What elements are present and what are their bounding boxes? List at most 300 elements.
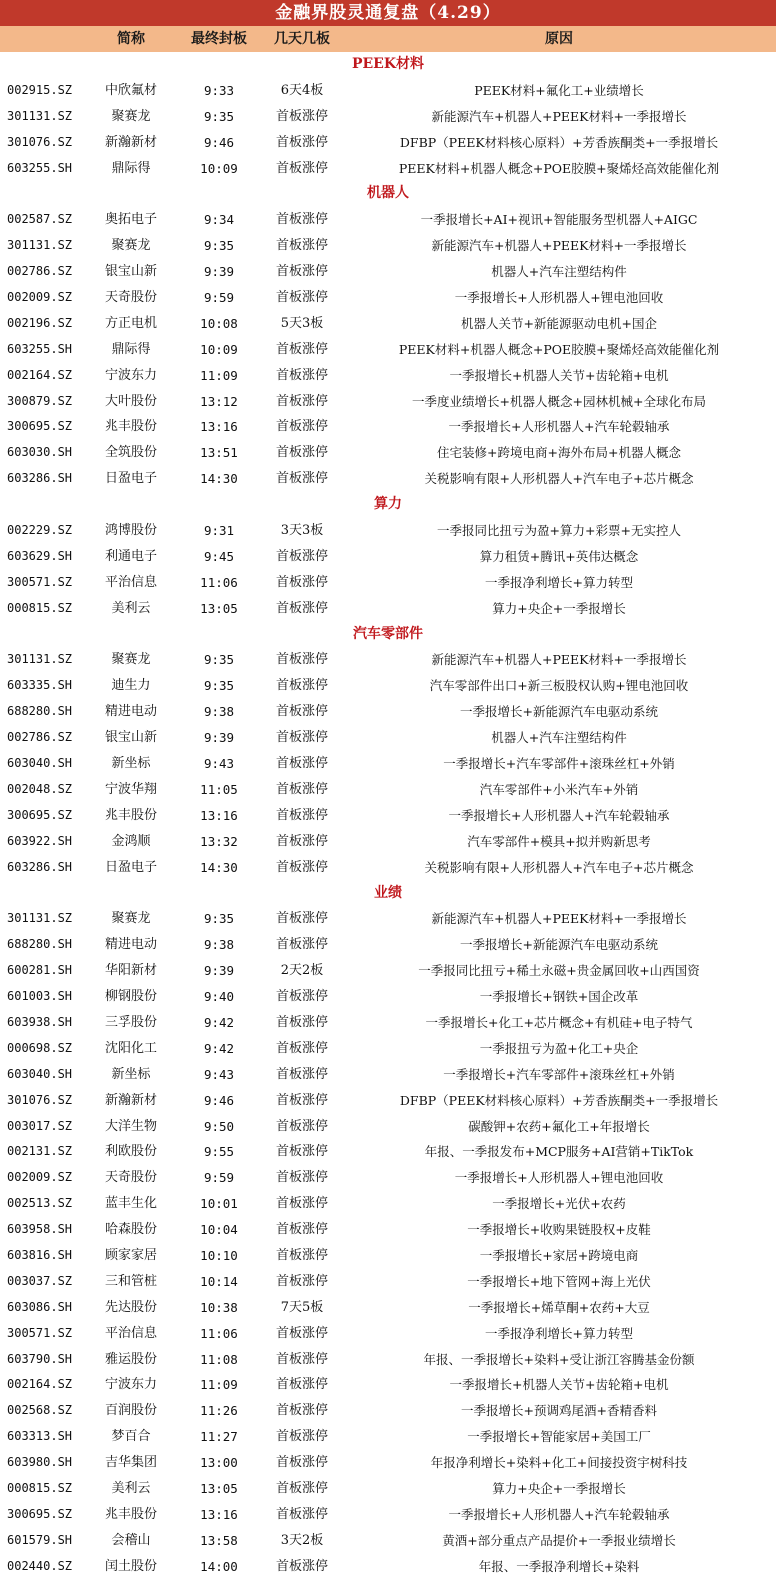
stock-code: 601579.SH bbox=[7, 1532, 73, 1547]
limit-up-time: 9:59 bbox=[203, 290, 235, 306]
stock-name: 梦百合 bbox=[111, 1429, 151, 1445]
stock-name: 全筑股份 bbox=[104, 445, 157, 461]
table-row bbox=[0, 1062, 776, 1088]
section-header: 算力 bbox=[374, 496, 402, 513]
stock-code: 002786.SZ bbox=[7, 730, 73, 745]
table-row bbox=[0, 1347, 776, 1373]
board-count: 首板涨停 bbox=[275, 419, 328, 435]
table-row bbox=[0, 1372, 776, 1398]
reason-text: 新能源汽车+机器人+PEEK材料+一季报增长 bbox=[431, 108, 687, 124]
stock-code: 603255.SH bbox=[7, 341, 73, 356]
limit-up-time: 9:43 bbox=[203, 756, 235, 772]
header-reason: 原因 bbox=[545, 31, 573, 47]
stock-code: 300571.SZ bbox=[7, 574, 73, 589]
board-count: 首板涨停 bbox=[275, 212, 328, 228]
stock-name: 天奇股份 bbox=[104, 1170, 157, 1186]
reason-text: 新能源汽车+机器人+PEEK材料+一季报增长 bbox=[431, 238, 687, 254]
board-count: 首板涨停 bbox=[275, 937, 328, 953]
limit-up-time: 9:40 bbox=[203, 989, 235, 1005]
limit-up-time: 13:32 bbox=[200, 833, 238, 849]
board-count: 7天5板 bbox=[280, 1299, 324, 1315]
limit-up-time: 10:14 bbox=[200, 1273, 238, 1289]
board-count: 首板涨停 bbox=[275, 833, 328, 849]
table-row bbox=[0, 78, 776, 104]
reason-text: 一季报增长+汽车零部件+滚珠丝杠+外销 bbox=[443, 1066, 675, 1082]
board-count: 首板涨停 bbox=[275, 445, 328, 461]
stock-name: 蓝丰生化 bbox=[104, 1196, 157, 1212]
table-row bbox=[0, 673, 776, 699]
reason-text: PEEK材料+机器人概念+POE胶膜+聚烯烃高效能催化剂 bbox=[398, 160, 720, 176]
stock-code: 002440.SZ bbox=[7, 1558, 73, 1573]
limit-up-time: 13:05 bbox=[200, 1480, 238, 1496]
limit-up-time: 9:31 bbox=[203, 523, 235, 539]
stock-name: 新坐标 bbox=[111, 756, 151, 772]
limit-up-time: 10:09 bbox=[200, 160, 238, 176]
board-count: 首板涨停 bbox=[275, 989, 328, 1005]
stock-code: 603040.SH bbox=[7, 756, 73, 771]
reason-text: 年报净利增长+染料+化工+间接投资宇树科技 bbox=[430, 1455, 688, 1471]
reason-text: 年报、一季报净利增长+染料 bbox=[478, 1558, 640, 1574]
table-row bbox=[0, 751, 776, 777]
stock-name: 方正电机 bbox=[104, 315, 157, 331]
table-row bbox=[0, 984, 776, 1010]
sheet-title: 金融界股灵通复盘（4.29） bbox=[0, 0, 776, 26]
limit-up-time: 11:06 bbox=[200, 574, 238, 590]
reason-text: 算力租赁+腾讯+英伟达概念 bbox=[479, 548, 639, 564]
stock-code: 002009.SZ bbox=[7, 290, 73, 305]
board-count: 首板涨停 bbox=[275, 1170, 328, 1186]
table-row bbox=[0, 1528, 776, 1554]
stock-name: 大叶股份 bbox=[104, 393, 157, 409]
stock-name: 新瀚新材 bbox=[104, 1092, 157, 1108]
limit-up-time: 9:35 bbox=[203, 238, 235, 254]
reason-text: 一季报净利增长+算力转型 bbox=[485, 1325, 633, 1341]
board-count: 首板涨停 bbox=[275, 1506, 328, 1522]
table-row bbox=[0, 414, 776, 440]
table-row bbox=[0, 259, 776, 285]
table-row bbox=[0, 1502, 776, 1528]
board-count: 首板涨停 bbox=[275, 1014, 328, 1030]
stock-code: 603980.SH bbox=[7, 1455, 73, 1470]
stock-name: 柳钢股份 bbox=[104, 989, 157, 1005]
board-count: 首板涨停 bbox=[275, 1403, 328, 1419]
board-count: 首板涨停 bbox=[275, 264, 328, 280]
table-row bbox=[0, 1088, 776, 1114]
stock-code: 688280.SH bbox=[7, 704, 73, 719]
reason-text: 关税影响有限+人形机器人+汽车电子+芯片概念 bbox=[424, 471, 694, 487]
table-row bbox=[0, 570, 776, 596]
stock-code: 603629.SH bbox=[7, 548, 73, 563]
table-row bbox=[0, 363, 776, 389]
limit-up-time: 13:05 bbox=[200, 600, 238, 616]
stock-name: 鼎际得 bbox=[111, 160, 151, 176]
stock-name: 银宝山新 bbox=[104, 730, 157, 746]
limit-up-time: 9:39 bbox=[203, 963, 235, 979]
stock-name: 聚赛龙 bbox=[111, 652, 151, 668]
stock-name: 天奇股份 bbox=[104, 290, 157, 306]
reason-text: 一季报增长+家居+跨境电商 bbox=[479, 1247, 639, 1263]
reason-text: 一季报增长+智能家居+美国工厂 bbox=[467, 1429, 651, 1445]
board-count: 首板涨停 bbox=[275, 1222, 328, 1238]
reason-text: 一季报增长+AI+视讯+智能服务型机器人+AIGC bbox=[420, 212, 698, 228]
reason-text: 汽车零部件+小米汽车+外销 bbox=[479, 781, 639, 797]
reason-text: 碳酸钾+农药+氟化工+年报增长 bbox=[468, 1118, 650, 1134]
reason-text: 一季报增长+新能源汽车电驱动系统 bbox=[460, 937, 658, 953]
header-time: 最终封板 bbox=[191, 31, 247, 47]
stock-name: 宁波华翔 bbox=[104, 781, 157, 797]
section-header: 汽车零部件 bbox=[353, 625, 423, 642]
stock-name: 迪生力 bbox=[111, 678, 151, 694]
table-row bbox=[0, 466, 776, 492]
stock-code: 002587.SZ bbox=[7, 212, 73, 227]
table-row bbox=[0, 1424, 776, 1450]
stock-name: 百润股份 bbox=[104, 1403, 157, 1419]
stock-name: 新瀚新材 bbox=[104, 134, 157, 150]
stock-name: 金鸿顺 bbox=[111, 833, 151, 849]
table-row bbox=[0, 1476, 776, 1502]
column-header-row bbox=[0, 26, 776, 52]
stock-name: 会稽山 bbox=[111, 1532, 151, 1548]
board-count: 6天4板 bbox=[280, 82, 324, 98]
board-count: 2天2板 bbox=[280, 963, 324, 979]
reason-text: 汽车零部件+模具+拟并购新思考 bbox=[467, 833, 651, 849]
limit-up-time: 9:38 bbox=[203, 704, 235, 720]
table-row bbox=[0, 233, 776, 259]
limit-up-time: 14:00 bbox=[200, 1558, 238, 1574]
reason-text: 一季报增长+新能源汽车电驱动系统 bbox=[460, 704, 658, 720]
stock-name: 鸿博股份 bbox=[104, 523, 157, 539]
reason-text: 一季报增长+汽车零部件+滚珠丝杠+外销 bbox=[443, 756, 675, 772]
stock-name: 精进电动 bbox=[104, 704, 157, 720]
board-count: 首板涨停 bbox=[275, 1118, 328, 1134]
reason-text: 一季报增长+光伏+农药 bbox=[492, 1196, 626, 1212]
table-row bbox=[0, 1269, 776, 1295]
table-row bbox=[0, 647, 776, 673]
reason-text: 一季报增长+人形机器人+汽车轮毂轴承 bbox=[448, 807, 670, 823]
board-count: 首板涨停 bbox=[275, 290, 328, 306]
header-board: 几天几板 bbox=[274, 31, 330, 47]
table-row bbox=[0, 1217, 776, 1243]
table-row bbox=[0, 829, 776, 855]
stock-code: 603958.SH bbox=[7, 1222, 73, 1237]
limit-up-time: 9:50 bbox=[203, 1118, 235, 1134]
limit-up-time: 11:27 bbox=[200, 1429, 238, 1445]
stock-name: 宁波东力 bbox=[104, 1377, 157, 1393]
limit-up-time: 9:35 bbox=[203, 678, 235, 694]
limit-up-time: 9:42 bbox=[203, 1040, 235, 1056]
stock-code: 002048.SZ bbox=[7, 781, 73, 796]
stock-name: 聚赛龙 bbox=[111, 108, 151, 124]
reason-text: PEEK材料+机器人概念+POE胶膜+聚烯烃高效能催化剂 bbox=[398, 341, 720, 357]
table-row bbox=[0, 156, 776, 182]
limit-up-time: 10:04 bbox=[200, 1222, 238, 1238]
table-row bbox=[0, 1139, 776, 1165]
stock-code: 300879.SZ bbox=[7, 393, 73, 408]
stock-code: 603286.SH bbox=[7, 471, 73, 486]
section-header: 机器人 bbox=[367, 185, 409, 202]
stock-code: 002915.SZ bbox=[7, 82, 73, 97]
limit-up-time: 10:38 bbox=[200, 1299, 238, 1315]
limit-up-time: 13:16 bbox=[200, 807, 238, 823]
board-count: 首板涨停 bbox=[275, 1196, 328, 1212]
board-count: 首板涨停 bbox=[275, 756, 328, 772]
reason-text: 机器人+汽车注塑结构件 bbox=[491, 730, 627, 746]
reason-text: DFBP（PEEK材料核心原料）+芳香族酮类+一季报增长 bbox=[399, 134, 719, 150]
stock-code: 301131.SZ bbox=[7, 652, 73, 667]
board-count: 首板涨停 bbox=[275, 548, 328, 564]
reason-text: 新能源汽车+机器人+PEEK材料+一季报增长 bbox=[431, 911, 687, 927]
limit-up-time: 14:30 bbox=[200, 471, 238, 487]
board-count: 首板涨停 bbox=[275, 1558, 328, 1574]
reason-text: 一季报增长+预调鸡尾酒+香精香料 bbox=[461, 1403, 657, 1419]
stock-code: 002568.SZ bbox=[7, 1403, 73, 1418]
stock-code: 002513.SZ bbox=[7, 1196, 73, 1211]
board-count: 首板涨停 bbox=[275, 1040, 328, 1056]
stock-code: 301131.SZ bbox=[7, 911, 73, 926]
limit-up-time: 9:34 bbox=[203, 212, 235, 228]
section-header: 业绩 bbox=[374, 884, 402, 901]
reason-text: 一季报同比扭亏+稀土永磁+贵金属回收+山西国资 bbox=[418, 963, 700, 979]
limit-up-time: 9:55 bbox=[203, 1144, 235, 1160]
stock-name: 宁波东力 bbox=[104, 367, 157, 383]
board-count: 首板涨停 bbox=[275, 1377, 328, 1393]
stock-name: 鼎际得 bbox=[111, 341, 151, 357]
reason-text: 机器人关节+新能源驱动电机+国企 bbox=[461, 315, 657, 331]
stock-name: 日盈电子 bbox=[104, 859, 157, 875]
board-count: 首板涨停 bbox=[275, 393, 328, 409]
limit-up-time: 9:39 bbox=[203, 730, 235, 746]
table-row bbox=[0, 1450, 776, 1476]
stock-code: 002131.SZ bbox=[7, 1144, 73, 1159]
stock-name: 吉华集团 bbox=[104, 1455, 157, 1471]
table-row bbox=[0, 1295, 776, 1321]
stock-name: 聚赛龙 bbox=[111, 238, 151, 254]
reason-text: 一季报增长+人形机器人+锂电池回收 bbox=[454, 290, 664, 306]
board-count: 首板涨停 bbox=[275, 1429, 328, 1445]
stock-name: 平治信息 bbox=[104, 1325, 157, 1341]
table-row bbox=[0, 958, 776, 984]
stock-code: 002229.SZ bbox=[7, 523, 73, 538]
board-count: 首板涨停 bbox=[275, 1247, 328, 1263]
table-row bbox=[0, 207, 776, 233]
stock-name: 沈阳化工 bbox=[104, 1040, 157, 1056]
table-row bbox=[0, 1243, 776, 1269]
table-row bbox=[0, 1554, 776, 1580]
table-row bbox=[0, 1321, 776, 1347]
limit-up-time: 13:12 bbox=[200, 393, 238, 409]
table-row bbox=[0, 1191, 776, 1217]
stock-name: 顾家家居 bbox=[104, 1247, 157, 1263]
stock-name: 利通电子 bbox=[104, 548, 157, 564]
reason-text: 机器人+汽车注塑结构件 bbox=[491, 264, 627, 280]
board-count: 首板涨停 bbox=[275, 108, 328, 124]
reason-text: 一季度业绩增长+机器人概念+园林机械+全球化布局 bbox=[412, 393, 706, 409]
stock-code: 003037.SZ bbox=[7, 1273, 73, 1288]
reason-text: 黄酒+部分重点产品提价+一季报业绩增长 bbox=[442, 1532, 676, 1548]
stock-code: 003017.SZ bbox=[7, 1118, 73, 1133]
limit-up-time: 9:46 bbox=[203, 1092, 235, 1108]
stock-code: 000815.SZ bbox=[7, 1480, 73, 1495]
table-row bbox=[0, 440, 776, 466]
reason-text: 一季报同比扭亏为盈+算力+彩票+无实控人 bbox=[437, 523, 681, 539]
table-row bbox=[0, 855, 776, 881]
board-count: 首板涨停 bbox=[275, 1455, 328, 1471]
stock-name: 兆丰股份 bbox=[104, 1506, 157, 1522]
table-row bbox=[0, 596, 776, 622]
reason-text: 一季报增长+钢铁+国企改革 bbox=[479, 989, 639, 1005]
board-count: 首板涨停 bbox=[275, 1144, 328, 1160]
limit-up-time: 11:05 bbox=[200, 781, 238, 797]
stock-name: 先达股份 bbox=[104, 1299, 157, 1315]
stock-name: 中欣氟材 bbox=[104, 82, 157, 98]
reason-text: 一季报增长+机器人关节+齿轮箱+电机 bbox=[449, 367, 669, 383]
table-row bbox=[0, 544, 776, 570]
board-count: 首板涨停 bbox=[275, 600, 328, 616]
stock-name: 兆丰股份 bbox=[104, 807, 157, 823]
stock-name: 三和管桩 bbox=[104, 1273, 157, 1289]
stock-name: 精进电动 bbox=[104, 937, 157, 953]
board-count: 首板涨停 bbox=[275, 341, 328, 357]
reason-text: 算力+央企+一季报增长 bbox=[492, 600, 626, 616]
board-count: 首板涨停 bbox=[275, 1066, 328, 1082]
reason-text: 一季报增长+人形机器人+锂电池回收 bbox=[454, 1170, 664, 1186]
limit-up-time: 9:35 bbox=[203, 108, 235, 124]
reason-text: 一季报增长+机器人关节+齿轮箱+电机 bbox=[449, 1377, 669, 1393]
limit-up-time: 9:45 bbox=[203, 548, 235, 564]
board-count: 3天2板 bbox=[280, 1532, 324, 1548]
reason-text: 一季报增长+人形机器人+汽车轮毂轴承 bbox=[448, 419, 670, 435]
limit-up-time: 11:09 bbox=[200, 367, 238, 383]
limit-up-time: 11:09 bbox=[200, 1377, 238, 1393]
board-count: 首板涨停 bbox=[275, 134, 328, 150]
board-count: 5天3板 bbox=[280, 315, 324, 331]
board-count: 首板涨停 bbox=[275, 1273, 328, 1289]
stock-code: 603040.SH bbox=[7, 1066, 73, 1081]
limit-up-time: 9:38 bbox=[203, 937, 235, 953]
limit-up-time: 13:00 bbox=[200, 1455, 238, 1471]
stock-name: 平治信息 bbox=[104, 574, 157, 590]
board-count: 首板涨停 bbox=[275, 160, 328, 176]
stock-code: 002786.SZ bbox=[7, 264, 73, 279]
board-count: 首板涨停 bbox=[275, 574, 328, 590]
board-count: 首板涨停 bbox=[275, 730, 328, 746]
reason-text: 算力+央企+一季报增长 bbox=[492, 1480, 626, 1496]
limit-up-time: 13:58 bbox=[200, 1532, 238, 1548]
stock-code: 603335.SH bbox=[7, 678, 73, 693]
board-count: 首板涨停 bbox=[275, 1480, 328, 1496]
table-row bbox=[0, 803, 776, 829]
stock-name: 利欧股份 bbox=[104, 1144, 157, 1160]
reason-text: 一季报增长+人形机器人+汽车轮毂轴承 bbox=[448, 1506, 670, 1522]
stock-code: 603938.SH bbox=[7, 1014, 73, 1029]
table-row bbox=[0, 1010, 776, 1036]
stock-code: 300695.SZ bbox=[7, 807, 73, 822]
stock-name: 闰土股份 bbox=[104, 1558, 157, 1574]
stock-name: 奥拓电子 bbox=[104, 212, 157, 228]
stock-name: 银宝山新 bbox=[104, 264, 157, 280]
table-row bbox=[0, 1165, 776, 1191]
table-row bbox=[0, 130, 776, 156]
reason-text: 一季报增长+烯草酮+农药+大豆 bbox=[468, 1299, 650, 1315]
stock-name: 哈森股份 bbox=[104, 1222, 157, 1238]
table-row bbox=[0, 725, 776, 751]
limit-up-time: 11:06 bbox=[200, 1325, 238, 1341]
table-row bbox=[0, 906, 776, 932]
section-header: PEEK材料 bbox=[351, 56, 425, 72]
stock-name: 三孚股份 bbox=[104, 1014, 157, 1030]
stock-name: 美利云 bbox=[111, 600, 151, 616]
board-count: 首板涨停 bbox=[275, 859, 328, 875]
reason-text: DFBP（PEEK材料核心原料）+芳香族酮类+一季报增长 bbox=[399, 1092, 719, 1108]
board-count: 3天3板 bbox=[280, 523, 324, 539]
stock-name: 聚赛龙 bbox=[111, 911, 151, 927]
table-row bbox=[0, 1036, 776, 1062]
table-row bbox=[0, 699, 776, 725]
limit-up-time: 13:16 bbox=[200, 1506, 238, 1522]
table-row bbox=[0, 932, 776, 958]
stock-code: 300695.SZ bbox=[7, 1506, 73, 1521]
limit-up-time: 10:09 bbox=[200, 341, 238, 357]
reason-text: 新能源汽车+机器人+PEEK材料+一季报增长 bbox=[431, 652, 687, 668]
limit-up-time: 14:30 bbox=[200, 859, 238, 875]
reason-text: 年报、一季报增长+染料+受让浙江容腾基金份额 bbox=[423, 1351, 695, 1367]
stock-code: 002196.SZ bbox=[7, 315, 73, 330]
table-row bbox=[0, 389, 776, 415]
limit-up-time: 9:35 bbox=[203, 652, 235, 668]
table-row bbox=[0, 285, 776, 311]
stock-code: 301131.SZ bbox=[7, 238, 73, 253]
stock-code: 002009.SZ bbox=[7, 1170, 73, 1185]
stock-name: 雅运股份 bbox=[104, 1351, 157, 1367]
board-count: 首板涨停 bbox=[275, 367, 328, 383]
reason-text: 一季报增长+收购果链股权+皮鞋 bbox=[467, 1222, 651, 1238]
board-count: 首板涨停 bbox=[275, 781, 328, 797]
stock-code: 603255.SH bbox=[7, 160, 73, 175]
stock-name: 新坐标 bbox=[111, 1066, 151, 1082]
stock-code: 002164.SZ bbox=[7, 367, 73, 382]
stock-code: 603313.SH bbox=[7, 1429, 73, 1444]
board-count: 首板涨停 bbox=[275, 1325, 328, 1341]
reason-text: 一季报增长+化工+芯片概念+有机硅+电子特气 bbox=[425, 1014, 693, 1030]
stock-code: 688280.SH bbox=[7, 937, 73, 952]
limit-up-time: 9:46 bbox=[203, 134, 235, 150]
limit-up-time: 10:08 bbox=[200, 315, 238, 331]
stock-code: 603922.SH bbox=[7, 833, 73, 848]
board-count: 首板涨停 bbox=[275, 807, 328, 823]
reason-text: 年报、一季报发布+MCP服务+AI营销+TikTok bbox=[424, 1144, 694, 1160]
reason-text: 关税影响有限+人形机器人+汽车电子+芯片概念 bbox=[424, 859, 694, 875]
header-code bbox=[0, 26, 86, 52]
stock-code: 301076.SZ bbox=[7, 1092, 73, 1107]
reason-text: 一季报净利增长+算力转型 bbox=[485, 574, 633, 590]
table-row bbox=[0, 104, 776, 130]
stock-name: 大洋生物 bbox=[104, 1118, 157, 1134]
stock-name: 兆丰股份 bbox=[104, 419, 157, 435]
limit-up-time: 13:16 bbox=[200, 419, 238, 435]
board-count: 首板涨停 bbox=[275, 471, 328, 487]
board-count: 首板涨停 bbox=[275, 911, 328, 927]
limit-up-time: 11:26 bbox=[200, 1403, 238, 1419]
reason-text: 一季报扭亏为盈+化工+央企 bbox=[479, 1040, 639, 1056]
reason-text: 一季报增长+地下管网+海上光伏 bbox=[467, 1273, 651, 1289]
stock-code: 000815.SZ bbox=[7, 600, 73, 615]
limit-up-time: 9:59 bbox=[203, 1170, 235, 1186]
reason-text: 住宅装修+跨境电商+海外布局+机器人概念 bbox=[437, 445, 681, 461]
limit-up-time: 9:42 bbox=[203, 1014, 235, 1030]
stock-code: 002164.SZ bbox=[7, 1377, 73, 1392]
limit-up-time: 11:08 bbox=[200, 1351, 238, 1367]
reason-text: 汽车零部件出口+新三板股权认购+锂电池回收 bbox=[429, 678, 689, 694]
